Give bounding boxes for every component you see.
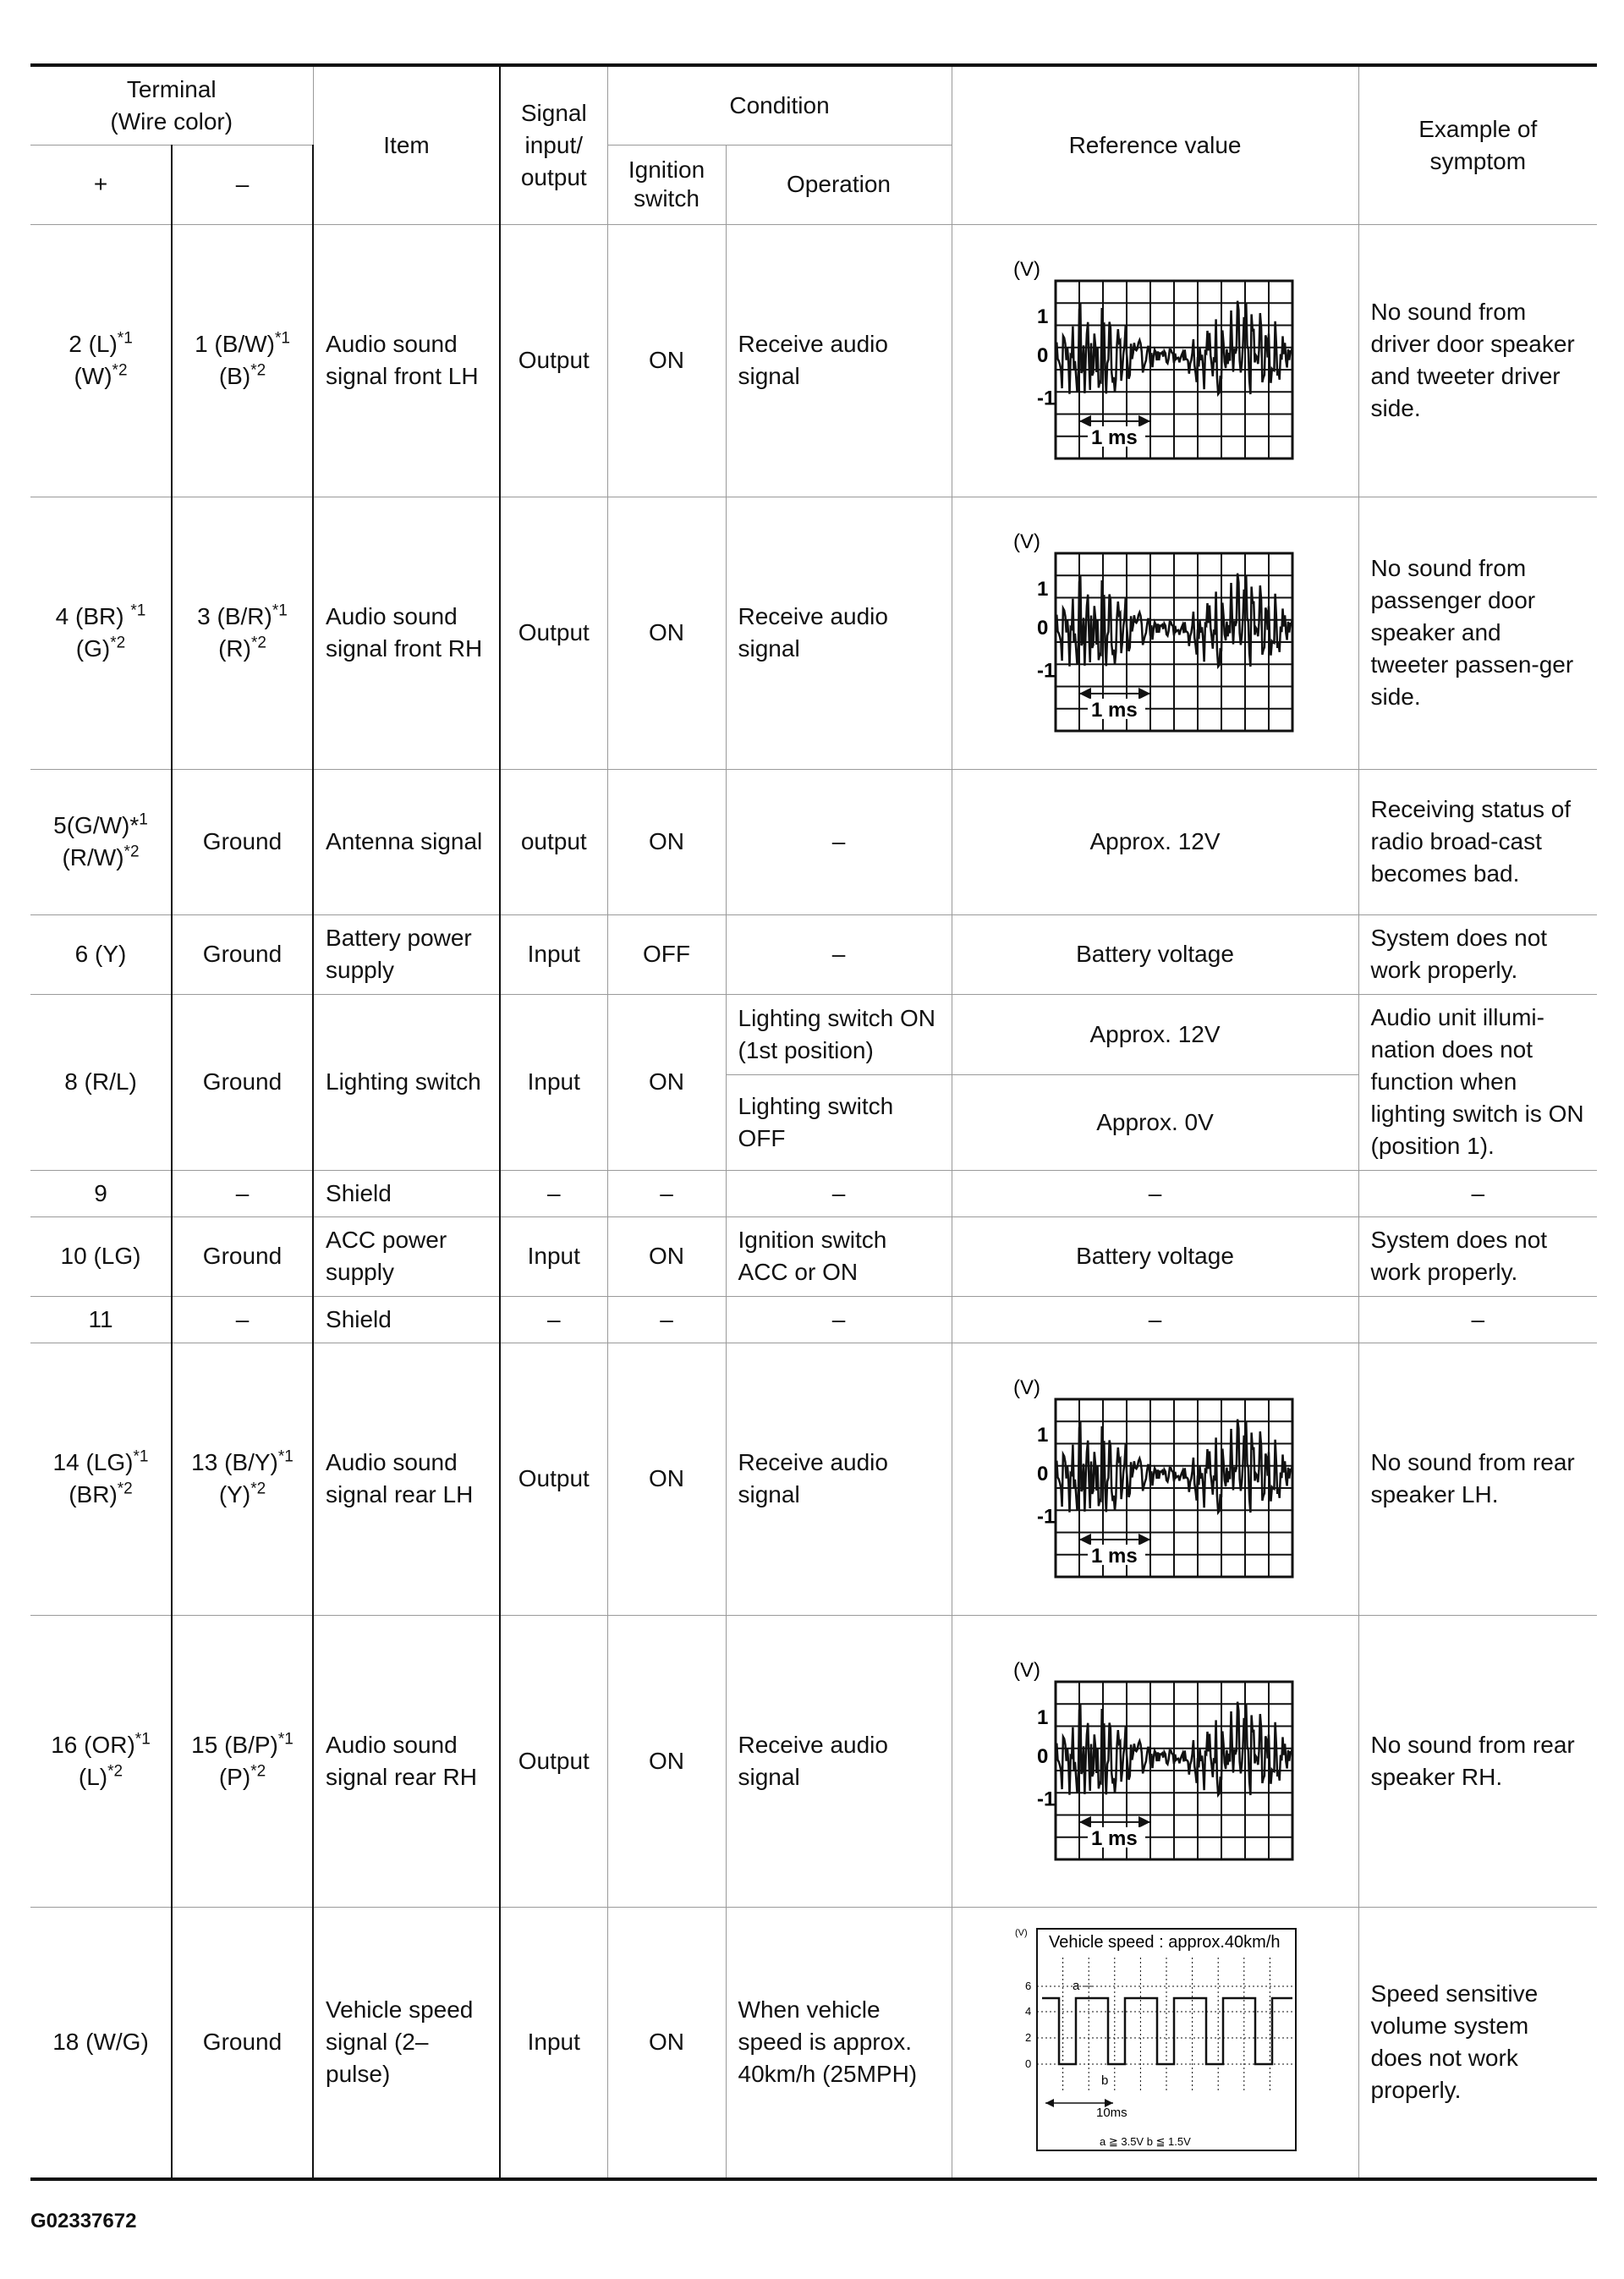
waveform-time-label: 1 ms [1090, 426, 1138, 449]
reference-value [952, 1615, 1358, 1907]
header-terminal: Terminal (Wire color) [30, 65, 313, 145]
operation: Ignition switch ACC or ON [726, 1216, 952, 1296]
terminal-plus: 8 (R/L) [30, 994, 172, 1170]
terminal-plus: 5(G/W)*$^1$ $(R/W)^{*2}$ [30, 769, 172, 914]
item-name: Audio sound signal front RH [313, 497, 500, 769]
signal-io: Input [500, 1907, 607, 2179]
signal-io: – [500, 1170, 607, 1216]
operation: Receive audio signal [726, 224, 952, 497]
operation: – [726, 914, 952, 994]
operation: Receive audio signal [726, 497, 952, 769]
table-row [30, 1615, 1597, 1907]
terminal-minus: Ground [172, 914, 313, 994]
terminal-minus: Ground [172, 994, 313, 1170]
table-row [30, 224, 1597, 497]
terminal-minus: – [172, 1296, 313, 1343]
svg-text:(V): (V) [1012, 531, 1040, 553]
ignition-switch: ON [607, 1343, 726, 1615]
table-row [30, 1216, 1597, 1296]
waveform-tick-label: 1 [1036, 305, 1048, 328]
waveform-tick-label: 1 [1036, 578, 1048, 601]
waveform-time-label: 1 ms [1090, 698, 1138, 722]
ignition-switch: ON [607, 994, 726, 1170]
symptom: System does not work properly. [1358, 1216, 1597, 1296]
reference-value [952, 1907, 1358, 2179]
operation: – [726, 1296, 952, 1343]
item-name: ACC power supply [313, 1216, 500, 1296]
symptom: No sound from rear speaker RH. [1358, 1615, 1597, 1907]
operation: When vehicle speed is approx. 40km/h (25MPH) [726, 1907, 952, 2179]
ignition-switch: – [607, 1170, 726, 1216]
ignition-switch: ON [607, 1216, 726, 1296]
terminal-plus: 11 [30, 1296, 172, 1343]
waveform-tick-label: 0 [1036, 1744, 1048, 1768]
item-name: Shield [313, 1296, 500, 1343]
ignition-switch: ON [607, 1615, 726, 1907]
header-minus: – [172, 145, 313, 224]
table-row [30, 914, 1597, 994]
operation: Receive audio signal [726, 1343, 952, 1615]
terminal-minus: 13 $(B/Y)^{*1}$ $(Y)^{*2}$ [172, 1343, 313, 1615]
signal-io: Output [500, 1343, 607, 1615]
audio-waveform-icon [1012, 259, 1299, 462]
symptom: Receiving status of radio broad-cast becomes bad. [1358, 769, 1597, 914]
terminal-plus: 14 (LG)$^{*1}$ (BR)$^{*2}$ [30, 1343, 172, 1615]
terminal-plus: 18 (W/G) [30, 1907, 172, 2179]
operation: Lighting switch ON (1st position) [726, 994, 952, 1074]
pulse-note: a ≧ 3.5V b ≦ 1.5V [1099, 2135, 1191, 2149]
waveform-tick-label: -1 [1036, 1505, 1055, 1529]
pulse-waveform-icon [1012, 1924, 1299, 2161]
terminal-plus: 16 (OR)$^{*1}$ $(L)^{*2}$ [30, 1615, 172, 1907]
ignition-switch: ON [607, 497, 726, 769]
reference-value: – [952, 1296, 1358, 1343]
waveform-tick-label: 1 [1036, 1705, 1048, 1729]
ignition-switch: ON [607, 224, 726, 497]
terminal-minus: – [172, 1170, 313, 1216]
waveform-tick-label: 0 [1036, 344, 1048, 368]
item-name: Vehicle speed signal (2–pulse) [313, 1907, 500, 2179]
item-name: Lighting switch [313, 994, 500, 1170]
pulse-tick-2: 2 [1024, 2031, 1031, 2045]
waveform-tick-label: -1 [1036, 387, 1055, 410]
pulse-tick-0: 0 [1024, 2057, 1031, 2071]
terminal-minus: Ground [172, 769, 313, 914]
terminal-spec-document [30, 63, 1597, 2181]
ignition-switch: OFF [607, 914, 726, 994]
signal-io: Output [500, 1615, 607, 1907]
operation: – [726, 1170, 952, 1216]
header-operation: Operation [726, 145, 952, 224]
header-reference-value: Reference value [952, 65, 1358, 224]
svg-text:(V): (V) [1012, 1659, 1040, 1682]
audio-waveform-icon [1012, 1660, 1299, 1863]
signal-io: Output [500, 497, 607, 769]
terminal-minus: 15 $(B/P)^{*1}$ $(P)^{*2}$ [172, 1615, 313, 1907]
reference-value: Approx. 0V [952, 1074, 1358, 1170]
terminal-minus: Ground [172, 1907, 313, 2179]
item-name: Shield [313, 1170, 500, 1216]
symptom: No sound from rear speaker LH. [1358, 1343, 1597, 1615]
pulse-time-label: 10ms [1095, 2106, 1127, 2121]
figure-code: G02337672 [30, 2210, 137, 2232]
symptom: – [1358, 1296, 1597, 1343]
item-name: Audio sound signal rear LH [313, 1343, 500, 1615]
pulse-tick-4: 4 [1024, 2005, 1031, 2018]
item-name: Audio sound signal front LH [313, 224, 500, 497]
waveform-tick-label: -1 [1036, 1788, 1055, 1811]
terminal-spec-table [30, 63, 1597, 2181]
pulse-tick-6: 6 [1024, 1980, 1031, 1993]
svg-text:(V): (V) [1012, 259, 1040, 281]
table-row [30, 994, 1597, 1074]
symptom: System does not work properly. [1358, 914, 1597, 994]
waveform-tick-label: 0 [1036, 617, 1048, 640]
ignition-switch: ON [607, 769, 726, 914]
signal-io: – [500, 1296, 607, 1343]
reference-value [952, 1343, 1358, 1615]
header-symptom: Example of symptom [1358, 65, 1597, 224]
terminal-plus: 4 (BR) $^{*1}$ $(G)^{*2}$ [30, 497, 172, 769]
terminal-plus: 9 [30, 1170, 172, 1216]
table-row [30, 497, 1597, 769]
waveform-tick-label: 1 [1036, 1424, 1048, 1447]
waveform-tick-label: 0 [1036, 1463, 1048, 1486]
item-name: Battery power supply [313, 914, 500, 994]
table-row [30, 769, 1597, 914]
terminal-plus: 2 $(L)^{*1}$ $(W)^{*2}$ [30, 224, 172, 497]
svg-text:(V): (V) [1012, 1377, 1040, 1399]
header-plus: + [30, 145, 172, 224]
symptom: – [1358, 1170, 1597, 1216]
ignition-switch: – [607, 1296, 726, 1343]
terminal-minus: 1 $(B/W)^{*1}$ $(B)^{*2}$ [172, 224, 313, 497]
signal-io: Output [500, 224, 607, 497]
pulse-title: Vehicle speed : approx.40km/h [1048, 1933, 1281, 1952]
header-ignition-switch: Ignition switch [607, 145, 726, 224]
reference-value [952, 497, 1358, 769]
terminal-plus: 6 (Y) [30, 914, 172, 994]
signal-io: Input [500, 914, 607, 994]
terminal-plus: 10 (LG) [30, 1216, 172, 1296]
operation: – [726, 769, 952, 914]
table-row [30, 1343, 1597, 1615]
signal-io: Input [500, 1216, 607, 1296]
signal-io: output [500, 769, 607, 914]
signal-io: Input [500, 994, 607, 1170]
reference-value: Battery voltage [952, 1216, 1358, 1296]
reference-value: Battery voltage [952, 914, 1358, 994]
audio-waveform-icon [1012, 1377, 1299, 1580]
symptom: Speed sensitive volume system does not work properly. [1358, 1907, 1597, 2179]
header-condition: Condition [607, 65, 952, 145]
reference-value: Approx. 12V [952, 994, 1358, 1074]
operation: Lighting switch OFF [726, 1074, 952, 1170]
pulse-label-a: a [1072, 1979, 1079, 1994]
header-item: Item [313, 65, 500, 224]
reference-value [952, 224, 1358, 497]
audio-waveform-icon [1012, 531, 1299, 734]
waveform-time-label: 1 ms [1090, 1826, 1138, 1850]
symptom: No sound from passenger door speaker and tweeter passen-ger side. [1358, 497, 1597, 769]
pulse-unit: (V) [1014, 1928, 1028, 1939]
table-row [30, 1907, 1597, 2179]
reference-value: – [952, 1170, 1358, 1216]
item-name: Antenna signal [313, 769, 500, 914]
header-signal-io: Signal input/ output [500, 65, 607, 224]
terminal-minus: Ground [172, 1216, 313, 1296]
table-row [30, 1170, 1597, 1216]
waveform-tick-label: -1 [1036, 659, 1055, 683]
table-row [30, 1296, 1597, 1343]
waveform-time-label: 1 ms [1090, 1544, 1138, 1568]
pulse-label-b: b [1100, 2073, 1108, 2089]
symptom: Audio unit illumi-nation does not function when lighting switch is ON (position 1). [1358, 994, 1597, 1170]
symptom: No sound from driver door speaker and tweeter driver side. [1358, 224, 1597, 497]
operation: Receive audio signal [726, 1615, 952, 1907]
item-name: Audio sound signal rear RH [313, 1615, 500, 1907]
reference-value: Approx. 12V [952, 769, 1358, 914]
terminal-minus: 3 $(B/R)^{*1}$ $(R)^{*2}$ [172, 497, 313, 769]
ignition-switch: ON [607, 1907, 726, 2179]
